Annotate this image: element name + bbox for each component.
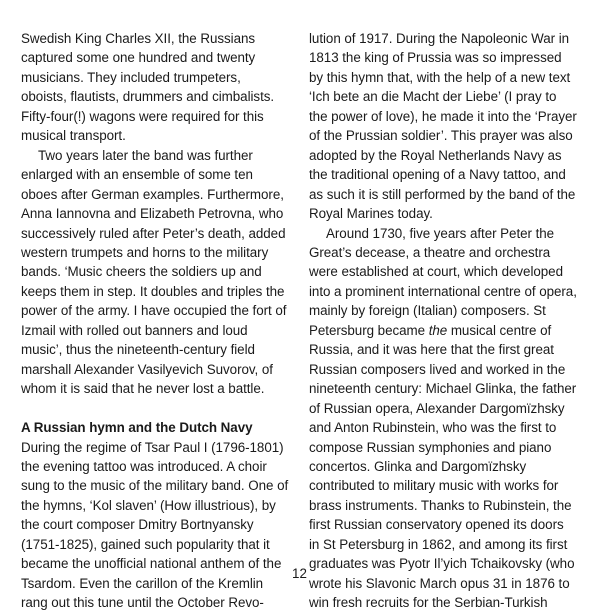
section-heading: A Russian hymn and the Dutch Navy bbox=[21, 420, 253, 436]
right-column bbox=[309, 29, 577, 613]
page-number: 12 bbox=[292, 566, 307, 581]
paragraph-band-enlarged: Two years later the band was further enlarged with an ensemble of some ten oboes after German examples. Furthermore, Anna Iannovna and Elizabeth Petrovna, who successively ruled after Peter’s death, added western trumpets and horns to the military bands. ‘Music cheers the soldiers up and keeps them in step. It doubles and triples the power of the army. I have occupied the fort of Izmail with rolled out banners and loud music’, thus the nineteenth-century field marshall Alexander Vasilyevich Suvorov, of whom it is said that he never lost a battle. bbox=[21, 147, 287, 397]
text-run: Around 1730, five years after Peter the Great’s decease, a theatre and orchestra were established at court, which developed into a prominent international centre of opera, mainly by foreign (Italian) composers. St Petersburg became bbox=[309, 225, 577, 338]
paragraph-tsar-paul: During the regime of Tsar Paul I (1796-1801) the evening tattoo was introduced. A choir sung to the music of the military band. One of the hymns, ‘Kol slaven’ (How illustrious), by the court composer Dmitry Bortnyansky (1751-1825), gained such popularity that it became the unofficial national anthem of the Tsardom. Even the carillon of the Kremlin rang out this tune until the October Revo- bbox=[21, 439, 289, 611]
paragraph-st-petersburg bbox=[309, 224, 577, 613]
paragraph-prussian-prayer: lution of 1917. During the Napoleonic War in 1813 the king of Prussia was so impressed by this hymn that, with the help of a new text ‘Ich bete an die Macht der Liebe’ (I pray to the power of love), he made it into the ‘Prayer of the Prussian soldier’. This prayer was also adopted by the Royal Netherlands Navy as the traditional opening of a Navy tattoo, and as such it is still performed by the band of the Royal Marines today. bbox=[309, 31, 577, 222]
text-run: musical centre of Russia, and it was here that the first great Russian composers lived and worked in the nineteenth century: Michael Glinka, the father of Russian opera, Alexander Dargomïzhsky and Anton Rubinstein, who was the first to compose Russian symphonies and piano concertos. Glinka and Dargomïzhsky contributed to military music with works for brass instruments. Thanks to Rubinstein, the first Russian conservatory opened its doors in St Petersburg in 1862, and among its first graduates was Pyotr Il’yich Tchaikovsky (who wrote his Slavonic March opus 31 in 1876 to win fresh recruits for the Serbian-Turkish bbox=[309, 322, 577, 611]
paragraph-captured-musicians: Swedish King Charles XII, the Russians captured some one hundred and twenty musicians. They included trumpeters, oboists, flautists, drummers and cimbalists. Fifty-four(!) wagons were required for this musical transport. bbox=[21, 31, 275, 144]
emphasis-text: the bbox=[428, 322, 448, 338]
left-column bbox=[21, 29, 289, 613]
